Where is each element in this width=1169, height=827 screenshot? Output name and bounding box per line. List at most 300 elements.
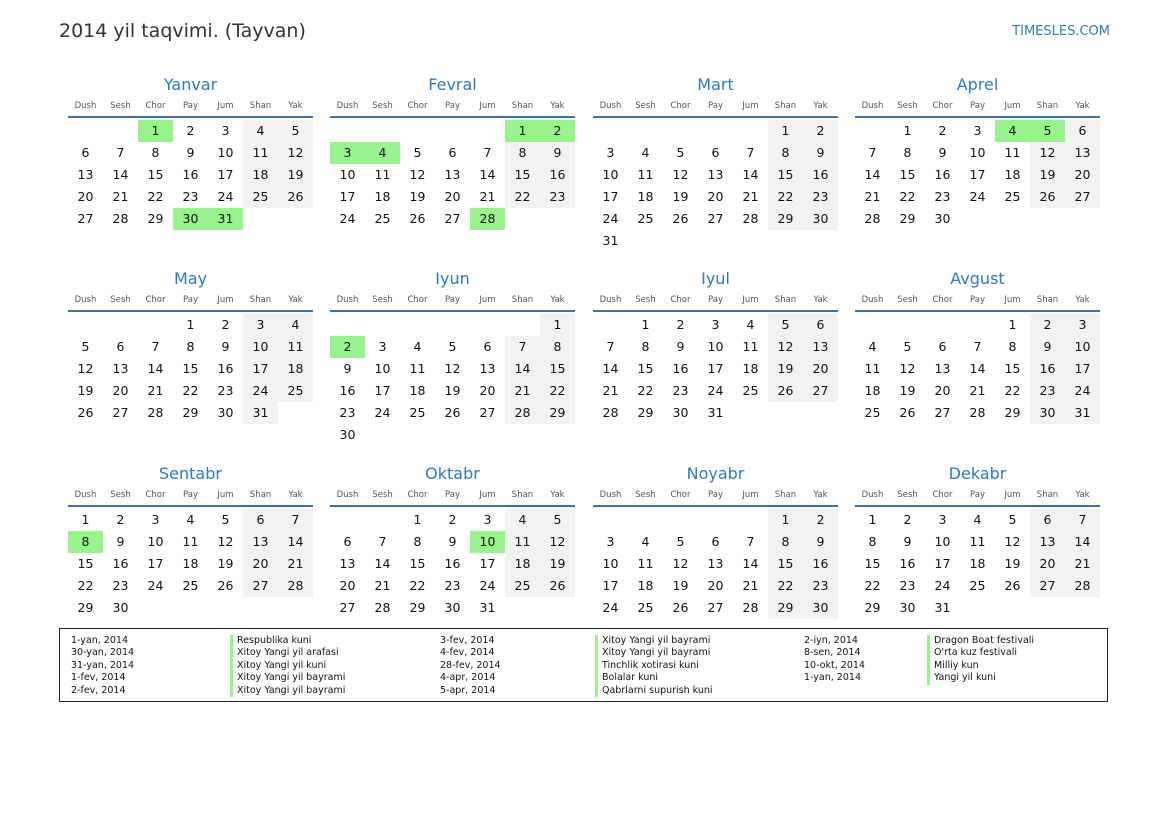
weekday-label: Sesh	[635, 101, 656, 111]
day-cell: 20	[479, 383, 496, 398]
weekday-label: Yak	[1075, 295, 1090, 305]
day-cell: 26	[409, 211, 426, 226]
day-cell: 19	[1030, 164, 1065, 186]
empty-cell	[628, 509, 663, 531]
day-cell: 10	[217, 145, 234, 160]
day-cell: 3	[151, 512, 160, 527]
day-cell: 12	[768, 336, 803, 358]
day-cell: 9	[448, 534, 457, 549]
day-cell: 24	[339, 211, 356, 226]
weekday-header	[593, 292, 838, 308]
day-cell: 27	[479, 405, 496, 420]
weekday-label: Sesh	[897, 295, 918, 305]
month-name: Yanvar	[163, 75, 218, 94]
day-cell: 27	[339, 600, 356, 615]
day-cell: 24	[147, 578, 164, 593]
day-cell: 10	[602, 556, 619, 571]
day-cell: 25	[864, 405, 881, 420]
day-cell: 11	[637, 556, 654, 571]
day-cell: 11	[374, 167, 391, 182]
day-cell: 8	[540, 336, 575, 358]
day-cell: 8	[186, 339, 195, 354]
day-cell: 28	[602, 405, 619, 420]
weekday-label: Yak	[813, 295, 828, 305]
day-cell: 6	[116, 339, 125, 354]
day-cell: 22	[409, 578, 426, 593]
day-cell: 5	[1008, 512, 1017, 527]
legend-holiday-name: Respublika kuni	[230, 635, 345, 647]
legend-date: 3-fev, 2014	[440, 635, 495, 646]
empty-cell	[400, 314, 435, 336]
day-cell: 13	[243, 531, 278, 553]
weekday-label: Dush	[599, 490, 622, 500]
day-cell: 10	[339, 167, 356, 182]
day-cell: 23	[112, 578, 129, 593]
day-cell: 2	[938, 123, 947, 138]
month-divider	[855, 116, 1100, 118]
empty-cell	[855, 120, 890, 142]
weekday-label: Jum	[1004, 490, 1021, 500]
day-cell: 7	[746, 534, 755, 549]
holiday-day-cell: 5	[1030, 120, 1065, 142]
month-iyul	[593, 268, 838, 424]
legend-holiday-name: O'rta kuz festivali	[927, 647, 1034, 659]
day-cell: 26	[444, 405, 461, 420]
legend-date: 5-apr, 2014	[440, 684, 496, 696]
day-cell: 13	[339, 556, 356, 571]
month-divider	[330, 116, 575, 118]
day-cell: 26	[768, 380, 803, 402]
weekday-header	[855, 98, 1100, 114]
day-cell: 7	[973, 339, 982, 354]
weekday-label: Sesh	[110, 490, 131, 500]
weekday-label: Chor	[145, 490, 166, 500]
legend-holiday-name: Xitoy Yangi yil bayrami	[230, 672, 345, 684]
day-cell: 4	[243, 120, 278, 142]
day-cell: 28	[969, 405, 986, 420]
day-grid	[68, 509, 313, 619]
weekday-label: Sesh	[897, 101, 918, 111]
day-cell: 14	[602, 361, 619, 376]
day-cell: 20	[934, 383, 951, 398]
day-cell: 4	[641, 534, 650, 549]
legend-holiday-name: Xitoy Yangi yil kuni	[230, 660, 345, 672]
day-cell: 3	[938, 512, 947, 527]
legend-date: 1-yan, 2014	[804, 672, 861, 684]
weekday-header	[68, 98, 313, 114]
empty-cell	[593, 314, 628, 336]
weekday-label: Chor	[932, 101, 953, 111]
holiday-day-cell: 31	[208, 208, 243, 230]
month-fevral	[330, 74, 575, 230]
day-cell: 29	[899, 211, 916, 226]
weekday-label: Jum	[742, 490, 759, 500]
day-cell: 3	[711, 317, 720, 332]
weekday-label: Pay	[708, 490, 723, 500]
day-cell: 5	[676, 145, 685, 160]
day-cell: 5	[768, 314, 803, 336]
day-cell: 4	[413, 339, 422, 354]
day-cell: 6	[938, 339, 947, 354]
day-cell: 23	[934, 189, 951, 204]
day-cell: 25	[374, 211, 391, 226]
day-cell: 9	[803, 531, 838, 553]
day-cell: 10	[602, 167, 619, 182]
month-aprel	[855, 74, 1100, 230]
empty-cell	[68, 314, 103, 336]
day-cell: 16	[803, 164, 838, 186]
day-cell: 24	[217, 189, 234, 204]
day-cell: 11	[742, 339, 759, 354]
weekday-label: Sesh	[110, 295, 131, 305]
empty-cell	[103, 314, 138, 336]
day-cell: 23	[182, 189, 199, 204]
weekday-label: Chor	[407, 295, 428, 305]
day-cell: 27	[707, 600, 724, 615]
day-cell: 16	[672, 361, 689, 376]
day-cell: 2	[1030, 314, 1065, 336]
day-cell: 2	[221, 317, 230, 332]
day-cell: 10	[243, 336, 278, 358]
weekday-label: Yak	[550, 101, 565, 111]
legend-dates-col	[804, 635, 865, 685]
weekday-label: Shan	[511, 295, 534, 305]
weekday-label: Pay	[970, 101, 985, 111]
day-cell: 13	[934, 361, 951, 376]
day-cell: 14	[112, 167, 129, 182]
day-cell: 31	[243, 402, 278, 424]
day-grid	[855, 120, 1100, 230]
day-cell: 24	[1065, 380, 1100, 402]
day-cell: 14	[969, 361, 986, 376]
day-cell: 27	[444, 211, 461, 226]
day-grid	[330, 120, 575, 230]
day-cell: 16	[182, 167, 199, 182]
day-cell: 1	[186, 317, 195, 332]
day-cell: 6	[803, 314, 838, 336]
day-cell: 27	[243, 575, 278, 597]
day-cell: 21	[742, 578, 759, 593]
weekday-label: Chor	[145, 101, 166, 111]
legend-holiday-name: Yangi yil kuni	[927, 672, 1034, 684]
month-divider	[330, 505, 575, 507]
day-cell: 7	[116, 145, 125, 160]
day-cell: 24	[602, 211, 619, 226]
day-cell: 10	[1065, 336, 1100, 358]
day-cell: 21	[147, 383, 164, 398]
weekday-header	[330, 98, 575, 114]
day-cell: 6	[1065, 120, 1100, 142]
day-cell: 14	[278, 531, 313, 553]
day-cell: 23	[217, 383, 234, 398]
day-cell: 26	[540, 575, 575, 597]
day-cell: 25	[1004, 189, 1021, 204]
day-cell: 13	[77, 167, 94, 182]
weekday-label: Yak	[288, 295, 303, 305]
month-oktabr	[330, 463, 575, 619]
day-cell: 6	[711, 145, 720, 160]
day-cell: 4	[505, 509, 540, 531]
day-cell: 22	[505, 186, 540, 208]
day-cell: 9	[938, 145, 947, 160]
day-cell: 6	[711, 534, 720, 549]
day-cell: 24	[479, 578, 496, 593]
day-cell: 12	[672, 167, 689, 182]
day-cell: 18	[409, 383, 426, 398]
day-cell: 14	[374, 556, 391, 571]
day-cell: 13	[707, 167, 724, 182]
weekday-header	[593, 487, 838, 503]
day-cell: 20	[339, 578, 356, 593]
day-cell: 25	[505, 575, 540, 597]
site-link[interactable]: TIMESLES.COM	[1012, 24, 1110, 39]
empty-cell	[330, 509, 365, 531]
weekday-label: Yak	[288, 101, 303, 111]
day-cell: 24	[969, 189, 986, 204]
weekday-label: Pay	[970, 490, 985, 500]
month-divider	[855, 310, 1100, 312]
empty-cell	[855, 314, 890, 336]
day-cell: 5	[903, 339, 912, 354]
day-cell: 22	[768, 186, 803, 208]
day-cell: 9	[903, 534, 912, 549]
day-cell: 30	[803, 208, 838, 230]
day-cell: 15	[899, 167, 916, 182]
day-cell: 3	[606, 145, 615, 160]
day-cell: 11	[969, 534, 986, 549]
weekday-label: Dush	[599, 101, 622, 111]
day-cell: 2	[803, 120, 838, 142]
weekday-label: Chor	[670, 490, 691, 500]
weekday-label: Shan	[511, 101, 534, 111]
empty-cell	[365, 120, 400, 142]
day-cell: 2	[186, 123, 195, 138]
day-cell: 16	[540, 164, 575, 186]
day-cell: 7	[378, 534, 387, 549]
empty-cell	[698, 120, 733, 142]
legend-holiday-name: Xitoy Yangi yil bayrami	[230, 685, 345, 697]
day-cell: 12	[1030, 142, 1065, 164]
day-cell: 9	[186, 145, 195, 160]
day-cell: 16	[444, 556, 461, 571]
day-cell: 7	[1065, 509, 1100, 531]
day-cell: 12	[217, 534, 234, 549]
day-cell: 12	[1004, 534, 1021, 549]
weekday-header	[855, 487, 1100, 503]
day-cell: 30	[899, 600, 916, 615]
day-cell: 9	[803, 142, 838, 164]
day-cell: 23	[540, 186, 575, 208]
day-cell: 8	[413, 534, 422, 549]
weekday-label: Pay	[445, 490, 460, 500]
day-cell: 31	[707, 405, 724, 420]
month-avgust	[855, 268, 1100, 424]
day-cell: 8	[1008, 339, 1017, 354]
day-cell: 1	[540, 314, 575, 336]
day-cell: 13	[479, 361, 496, 376]
month-divider	[855, 505, 1100, 507]
empty-cell	[960, 314, 995, 336]
day-cell: 12	[899, 361, 916, 376]
day-cell: 21	[505, 380, 540, 402]
weekday-label: Sesh	[372, 295, 393, 305]
day-cell: 3	[483, 512, 492, 527]
day-cell: 17	[934, 556, 951, 571]
day-cell: 22	[637, 383, 654, 398]
day-cell: 26	[672, 600, 689, 615]
legend-holiday-name: Bolalar kuni	[595, 672, 713, 684]
day-cell: 20	[1065, 164, 1100, 186]
day-cell: 14	[742, 556, 759, 571]
legend-holiday-name: Xitoy Yangi yil bayrami	[595, 635, 713, 647]
weekday-label: Jum	[217, 490, 234, 500]
day-cell: 14	[147, 361, 164, 376]
weekday-label: Jum	[1004, 101, 1021, 111]
day-cell: 6	[1030, 509, 1065, 531]
weekday-label: Shan	[249, 295, 272, 305]
weekday-label: Dush	[336, 295, 359, 305]
day-cell: 4	[973, 512, 982, 527]
empty-cell	[698, 509, 733, 531]
day-cell: 29	[77, 600, 94, 615]
weekday-label: Shan	[774, 295, 797, 305]
day-cell: 11	[1004, 145, 1021, 160]
day-cell: 30	[339, 427, 356, 442]
day-cell: 11	[505, 531, 540, 553]
day-cell: 24	[243, 380, 278, 402]
day-cell: 28	[1065, 575, 1100, 597]
day-cell: 5	[448, 339, 457, 354]
day-cell: 14	[1065, 531, 1100, 553]
day-cell: 15	[637, 361, 654, 376]
legend-holiday-name: Tinchlik xotirasi kuni	[595, 660, 713, 672]
empty-cell	[400, 120, 435, 142]
day-cell: 6	[343, 534, 352, 549]
day-cell: 16	[899, 556, 916, 571]
day-cell: 10	[934, 534, 951, 549]
weekday-label: Shan	[1036, 101, 1059, 111]
day-cell: 9	[1030, 336, 1065, 358]
weekday-label: Chor	[407, 490, 428, 500]
month-divider	[593, 116, 838, 118]
day-cell: 30	[803, 597, 838, 619]
day-grid	[68, 314, 313, 424]
day-cell: 7	[606, 339, 615, 354]
day-cell: 14	[864, 167, 881, 182]
day-cell: 12	[444, 361, 461, 376]
day-cell: 22	[899, 189, 916, 204]
day-cell: 18	[1004, 167, 1021, 182]
legend-holiday-name: Qabrlarni supurish kuni	[595, 685, 713, 697]
day-cell: 3	[378, 339, 387, 354]
day-cell: 21	[602, 383, 619, 398]
weekday-label: Dush	[336, 101, 359, 111]
day-cell: 26	[217, 578, 234, 593]
day-cell: 10	[707, 339, 724, 354]
day-cell: 2	[116, 512, 125, 527]
weekday-label: Jum	[742, 101, 759, 111]
day-cell: 5	[413, 145, 422, 160]
day-cell: 11	[637, 167, 654, 182]
day-cell: 12	[278, 142, 313, 164]
day-cell: 22	[768, 575, 803, 597]
day-cell: 22	[77, 578, 94, 593]
day-cell: 14	[479, 167, 496, 182]
day-cell: 31	[1065, 402, 1100, 424]
day-cell: 13	[803, 336, 838, 358]
empty-cell	[470, 314, 505, 336]
weekday-label: Chor	[145, 295, 166, 305]
day-cell: 17	[147, 556, 164, 571]
day-cell: 22	[1004, 383, 1021, 398]
day-cell: 29	[1004, 405, 1021, 420]
day-cell: 31	[934, 600, 951, 615]
weekday-label: Shan	[511, 490, 534, 500]
day-cell: 18	[243, 164, 278, 186]
weekday-header	[68, 292, 313, 308]
empty-cell	[925, 314, 960, 336]
month-dekabr	[855, 463, 1100, 619]
legend-holiday-name: Dragon Boat festivali	[927, 635, 1034, 647]
day-cell: 23	[803, 575, 838, 597]
day-cell: 21	[969, 383, 986, 398]
empty-cell	[593, 120, 628, 142]
day-cell: 23	[803, 186, 838, 208]
empty-cell	[365, 509, 400, 531]
weekday-label: Chor	[932, 490, 953, 500]
day-cell: 25	[637, 600, 654, 615]
empty-cell	[138, 314, 173, 336]
weekday-label: Jum	[217, 295, 234, 305]
day-cell: 25	[409, 405, 426, 420]
day-cell: 18	[864, 383, 881, 398]
weekday-label: Yak	[813, 490, 828, 500]
day-cell: 27	[707, 211, 724, 226]
day-cell: 18	[637, 578, 654, 593]
weekday-label: Sesh	[897, 490, 918, 500]
month-name: Noyabr	[686, 464, 745, 483]
day-cell: 5	[676, 534, 685, 549]
day-cell: 28	[742, 211, 759, 226]
day-cell: 28	[278, 575, 313, 597]
day-cell: 25	[969, 578, 986, 593]
empty-cell	[733, 120, 768, 142]
day-cell: 30	[672, 405, 689, 420]
day-cell: 26	[77, 405, 94, 420]
holiday-day-cell: 8	[68, 531, 103, 553]
weekday-label: Shan	[249, 490, 272, 500]
day-cell: 23	[672, 383, 689, 398]
day-cell: 16	[217, 361, 234, 376]
month-name: Oktabr	[425, 464, 480, 483]
day-cell: 8	[903, 145, 912, 160]
day-cell: 13	[1030, 531, 1065, 553]
day-grid	[593, 509, 838, 619]
day-cell: 28	[505, 402, 540, 424]
day-cell: 1	[768, 120, 803, 142]
day-cell: 15	[540, 358, 575, 380]
day-cell: 21	[864, 189, 881, 204]
month-noyabr	[593, 463, 838, 619]
day-cell: 7	[505, 336, 540, 358]
day-cell: 22	[182, 383, 199, 398]
legend-date: 4-apr, 2014	[440, 672, 496, 684]
day-cell: 19	[768, 358, 803, 380]
day-cell: 29	[864, 600, 881, 615]
month-name: Dekabr	[948, 464, 1007, 483]
day-cell: 28	[147, 405, 164, 420]
day-cell: 20	[803, 358, 838, 380]
